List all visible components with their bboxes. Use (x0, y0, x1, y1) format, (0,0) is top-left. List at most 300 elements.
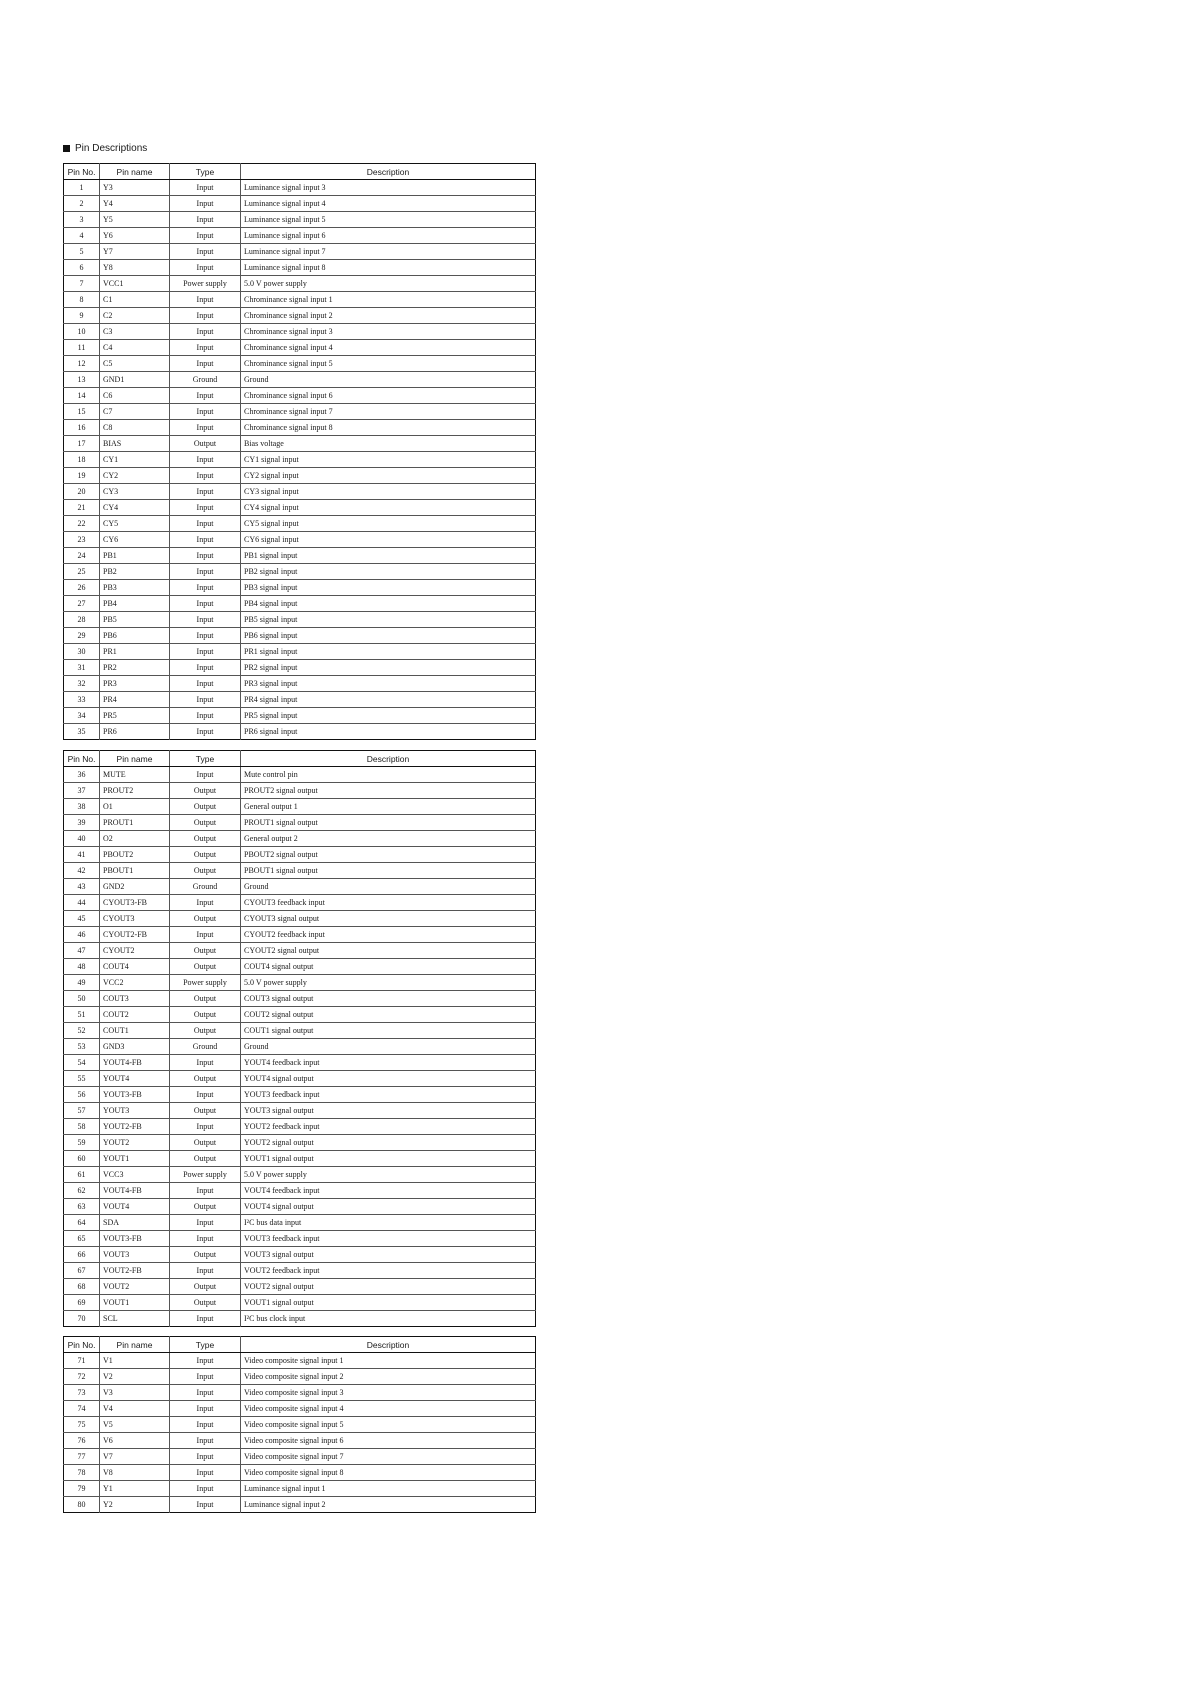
pin-type-cell: Input (170, 1497, 241, 1513)
pin-number-cell: 4 (64, 228, 100, 244)
table-row (64, 847, 536, 863)
pin-name-cell: PB2 (100, 564, 170, 580)
pin-name-cell: PBOUT2 (100, 847, 170, 863)
table-row (64, 767, 536, 783)
pin-number-cell: 53 (64, 1039, 100, 1055)
pin-name-cell: C5 (100, 356, 170, 372)
pin-type-cell: Input (170, 260, 241, 276)
pin-type-cell: Input (170, 500, 241, 516)
pin-name-cell: C1 (100, 292, 170, 308)
pin-description-cell: Ground (241, 372, 536, 388)
pin-table-3 (63, 1336, 536, 1513)
pin-name-cell: VCC1 (100, 276, 170, 292)
pin-name-cell: CY6 (100, 532, 170, 548)
pin-description-cell: Chrominance signal input 3 (241, 324, 536, 340)
col-header-pin-name: Pin name (100, 751, 170, 767)
pin-type-cell: Input (170, 1055, 241, 1071)
pin-description-cell: 5.0 V power supply (241, 975, 536, 991)
pin-number-cell: 66 (64, 1247, 100, 1263)
pin-description-cell: CY3 signal input (241, 484, 536, 500)
table-row (64, 1231, 536, 1247)
pin-number-cell: 54 (64, 1055, 100, 1071)
col-header-pin-no: Pin No. (64, 1337, 100, 1353)
table-row (64, 596, 536, 612)
pin-name-cell: VOUT1 (100, 1295, 170, 1311)
pin-name-cell: C8 (100, 420, 170, 436)
pin-type-cell: Input (170, 1231, 241, 1247)
table-row (64, 324, 536, 340)
table-row (64, 943, 536, 959)
table-header-row (64, 164, 536, 180)
col-header-type: Type (170, 751, 241, 767)
pin-name-cell: COUT1 (100, 1023, 170, 1039)
pin-type-cell: Input (170, 612, 241, 628)
pin-name-cell: YOUT4-FB (100, 1055, 170, 1071)
pin-description-cell: Chrominance signal input 4 (241, 340, 536, 356)
pin-number-cell: 65 (64, 1231, 100, 1247)
pin-name-cell: YOUT2 (100, 1135, 170, 1151)
pin-number-cell: 26 (64, 580, 100, 596)
pin-number-cell: 44 (64, 895, 100, 911)
pin-number-cell: 40 (64, 831, 100, 847)
pin-type-cell: Input (170, 1353, 241, 1369)
pin-name-cell: Y1 (100, 1481, 170, 1497)
pin-number-cell: 43 (64, 879, 100, 895)
pin-name-cell: GND3 (100, 1039, 170, 1055)
pin-name-cell: VOUT2 (100, 1279, 170, 1295)
table-header-row (64, 751, 536, 767)
pin-number-cell: 58 (64, 1119, 100, 1135)
pin-name-cell: VOUT3-FB (100, 1231, 170, 1247)
pin-description-cell: Mute control pin (241, 767, 536, 783)
table-row (64, 612, 536, 628)
pin-description-cell: PB1 signal input (241, 548, 536, 564)
pin-number-cell: 57 (64, 1103, 100, 1119)
pin-number-cell: 35 (64, 724, 100, 740)
pin-description-cell: General output 2 (241, 831, 536, 847)
pin-description-cell: VOUT3 signal output (241, 1247, 536, 1263)
pin-number-cell: 21 (64, 500, 100, 516)
pin-type-cell: Power supply (170, 276, 241, 292)
pin-number-cell: 37 (64, 783, 100, 799)
pin-description-cell: PR6 signal input (241, 724, 536, 740)
pin-name-cell: SCL (100, 1311, 170, 1327)
pin-type-cell: Input (170, 692, 241, 708)
table-row (64, 436, 536, 452)
pin-number-cell: 71 (64, 1353, 100, 1369)
table-row (64, 692, 536, 708)
table-row (64, 799, 536, 815)
pin-description-cell: PB5 signal input (241, 612, 536, 628)
table-row (64, 468, 536, 484)
table-row (64, 676, 536, 692)
pin-name-cell: COUT2 (100, 1007, 170, 1023)
pin-type-cell: Input (170, 628, 241, 644)
pin-name-cell: PR6 (100, 724, 170, 740)
pin-name-cell: PR3 (100, 676, 170, 692)
pin-name-cell: PROUT2 (100, 783, 170, 799)
table-row (64, 1215, 536, 1231)
pin-type-cell: Input (170, 340, 241, 356)
pin-type-cell: Input (170, 324, 241, 340)
pin-description-cell: YOUT1 signal output (241, 1151, 536, 1167)
table-row (64, 340, 536, 356)
pin-type-cell: Input (170, 244, 241, 260)
pin-number-cell: 5 (64, 244, 100, 260)
pin-name-cell: VCC2 (100, 975, 170, 991)
table-row (64, 1417, 536, 1433)
pin-description-cell: PR5 signal input (241, 708, 536, 724)
pin-name-cell: PB4 (100, 596, 170, 612)
pin-description-cell: PR4 signal input (241, 692, 536, 708)
pin-description-cell: Bias voltage (241, 436, 536, 452)
pin-name-cell: CYOUT2 (100, 943, 170, 959)
pin-number-cell: 15 (64, 404, 100, 420)
pin-number-cell: 68 (64, 1279, 100, 1295)
table-row (64, 1353, 536, 1369)
pin-description-cell: Video composite signal input 2 (241, 1369, 536, 1385)
pin-type-cell: Output (170, 1071, 241, 1087)
pin-number-cell: 52 (64, 1023, 100, 1039)
pin-name-cell: Y3 (100, 180, 170, 196)
table-row (64, 831, 536, 847)
pin-type-cell: Input (170, 1369, 241, 1385)
pin-type-cell: Output (170, 1279, 241, 1295)
pin-type-cell: Input (170, 895, 241, 911)
table-row (64, 244, 536, 260)
pin-number-cell: 61 (64, 1167, 100, 1183)
pin-type-cell: Output (170, 815, 241, 831)
col-header-description: Description (241, 164, 536, 180)
pin-name-cell: Y6 (100, 228, 170, 244)
pin-type-cell: Output (170, 1151, 241, 1167)
pin-description-cell: Luminance signal input 3 (241, 180, 536, 196)
table-row (64, 180, 536, 196)
pin-description-cell: PR1 signal input (241, 644, 536, 660)
pin-description-cell: Luminance signal input 4 (241, 196, 536, 212)
table-row (64, 548, 536, 564)
pin-description-cell: CYOUT3 signal output (241, 911, 536, 927)
pin-description-cell: Ground (241, 1039, 536, 1055)
table-row (64, 1103, 536, 1119)
pin-number-cell: 59 (64, 1135, 100, 1151)
pin-number-cell: 69 (64, 1295, 100, 1311)
pin-description-cell: Video composite signal input 5 (241, 1417, 536, 1433)
table-row (64, 212, 536, 228)
pin-name-cell: BIAS (100, 436, 170, 452)
pin-description-cell: Chrominance signal input 2 (241, 308, 536, 324)
table-row (64, 1007, 536, 1023)
pin-type-cell: Output (170, 911, 241, 927)
pin-name-cell: PR4 (100, 692, 170, 708)
pin-type-cell: Input (170, 212, 241, 228)
pin-description-cell: Video composite signal input 6 (241, 1433, 536, 1449)
pin-type-cell: Ground (170, 372, 241, 388)
pin-type-cell: Input (170, 484, 241, 500)
table-row (64, 1385, 536, 1401)
pin-description-cell: Luminance signal input 8 (241, 260, 536, 276)
pin-description-cell: CYOUT2 signal output (241, 943, 536, 959)
table-row (64, 1433, 536, 1449)
pin-number-cell: 20 (64, 484, 100, 500)
pin-type-cell: Input (170, 1183, 241, 1199)
pin-name-cell: YOUT3-FB (100, 1087, 170, 1103)
pin-description-cell: YOUT3 feedback input (241, 1087, 536, 1103)
table-row (64, 1183, 536, 1199)
pin-type-cell: Output (170, 847, 241, 863)
table-row (64, 863, 536, 879)
pin-name-cell: Y5 (100, 212, 170, 228)
pin-type-cell: Input (170, 1433, 241, 1449)
pin-number-cell: 38 (64, 799, 100, 815)
pin-description-cell: VOUT2 feedback input (241, 1263, 536, 1279)
pin-description-cell: COUT3 signal output (241, 991, 536, 1007)
section-title: Pin Descriptions (75, 143, 148, 154)
pin-type-cell: Input (170, 644, 241, 660)
pin-number-cell: 42 (64, 863, 100, 879)
table-row (64, 484, 536, 500)
pin-number-cell: 19 (64, 468, 100, 484)
pin-number-cell: 30 (64, 644, 100, 660)
pin-type-cell: Input (170, 1465, 241, 1481)
pin-type-cell: Output (170, 1135, 241, 1151)
pin-type-cell: Input (170, 676, 241, 692)
pin-number-cell: 1 (64, 180, 100, 196)
table-row (64, 292, 536, 308)
pin-number-cell: 14 (64, 388, 100, 404)
pin-type-cell: Input (170, 596, 241, 612)
pin-description-cell: Chrominance signal input 7 (241, 404, 536, 420)
table-row (64, 1039, 536, 1055)
col-header-pin-name: Pin name (100, 1337, 170, 1353)
pin-number-cell: 45 (64, 911, 100, 927)
pin-description-cell: Luminance signal input 1 (241, 1481, 536, 1497)
pin-type-cell: Input (170, 516, 241, 532)
pin-name-cell: PROUT1 (100, 815, 170, 831)
pin-name-cell: COUT3 (100, 991, 170, 1007)
table-row (64, 516, 536, 532)
pin-type-cell: Output (170, 863, 241, 879)
table-row (64, 1401, 536, 1417)
pin-type-cell: Output (170, 1007, 241, 1023)
pin-name-cell: VOUT4 (100, 1199, 170, 1215)
pin-type-cell: Output (170, 959, 241, 975)
pin-type-cell: Input (170, 1263, 241, 1279)
pin-number-cell: 28 (64, 612, 100, 628)
pin-name-cell: V5 (100, 1417, 170, 1433)
pin-number-cell: 2 (64, 196, 100, 212)
table-row (64, 959, 536, 975)
table-row (64, 1369, 536, 1385)
pin-name-cell: C3 (100, 324, 170, 340)
pin-type-cell: Input (170, 1311, 241, 1327)
pin-description-cell: Video composite signal input 8 (241, 1465, 536, 1481)
pin-name-cell: C6 (100, 388, 170, 404)
pin-number-cell: 22 (64, 516, 100, 532)
pin-number-cell: 73 (64, 1385, 100, 1401)
pin-name-cell: C7 (100, 404, 170, 420)
pin-number-cell: 29 (64, 628, 100, 644)
pin-type-cell: Output (170, 1295, 241, 1311)
pin-name-cell: VOUT4-FB (100, 1183, 170, 1199)
pin-type-cell: Input (170, 180, 241, 196)
pin-description-cell: Ground (241, 879, 536, 895)
table-row (64, 1071, 536, 1087)
pin-description-cell: 5.0 V power supply (241, 276, 536, 292)
pin-name-cell: GND1 (100, 372, 170, 388)
pin-type-cell: Output (170, 991, 241, 1007)
pin-number-cell: 34 (64, 708, 100, 724)
pin-description-cell: COUT4 signal output (241, 959, 536, 975)
pin-description-cell: YOUT2 feedback input (241, 1119, 536, 1135)
pin-number-cell: 27 (64, 596, 100, 612)
pin-description-cell: YOUT3 signal output (241, 1103, 536, 1119)
pin-description-cell: PB2 signal input (241, 564, 536, 580)
pin-name-cell: Y2 (100, 1497, 170, 1513)
pin-name-cell: GND2 (100, 879, 170, 895)
pin-type-cell: Input (170, 356, 241, 372)
pin-number-cell: 36 (64, 767, 100, 783)
pin-name-cell: VOUT2-FB (100, 1263, 170, 1279)
table-row (64, 644, 536, 660)
table-row (64, 895, 536, 911)
pin-description-cell: PBOUT2 signal output (241, 847, 536, 863)
pin-table-1 (63, 163, 536, 740)
pin-name-cell: O2 (100, 831, 170, 847)
pin-description-cell: CYOUT3 feedback input (241, 895, 536, 911)
pin-description-cell: CY5 signal input (241, 516, 536, 532)
pin-description-cell: PB6 signal input (241, 628, 536, 644)
table-row (64, 580, 536, 596)
pin-name-cell: C2 (100, 308, 170, 324)
pin-type-cell: Input (170, 1087, 241, 1103)
pin-description-cell: Video composite signal input 7 (241, 1449, 536, 1465)
table-row (64, 927, 536, 943)
pin-number-cell: 50 (64, 991, 100, 1007)
pin-name-cell: Y7 (100, 244, 170, 260)
pin-description-cell: PR3 signal input (241, 676, 536, 692)
pin-name-cell: PB5 (100, 612, 170, 628)
pin-description-cell: Chrominance signal input 8 (241, 420, 536, 436)
pin-type-cell: Ground (170, 1039, 241, 1055)
table-row (64, 1023, 536, 1039)
square-bullet-icon (63, 145, 70, 152)
table-row (64, 276, 536, 292)
col-header-type: Type (170, 1337, 241, 1353)
pin-type-cell: Output (170, 831, 241, 847)
pin-number-cell: 10 (64, 324, 100, 340)
pin-number-cell: 78 (64, 1465, 100, 1481)
pin-number-cell: 48 (64, 959, 100, 975)
table-row (64, 452, 536, 468)
pin-number-cell: 39 (64, 815, 100, 831)
pin-description-cell: PBOUT1 signal output (241, 863, 536, 879)
pin-number-cell: 76 (64, 1433, 100, 1449)
table-row (64, 500, 536, 516)
col-header-type: Type (170, 164, 241, 180)
pin-type-cell: Input (170, 228, 241, 244)
pin-description-cell: Chrominance signal input 1 (241, 292, 536, 308)
pin-number-cell: 67 (64, 1263, 100, 1279)
pin-type-cell: Input (170, 468, 241, 484)
pin-number-cell: 46 (64, 927, 100, 943)
pin-type-cell: Output (170, 1247, 241, 1263)
pin-type-cell: Input (170, 308, 241, 324)
col-header-description: Description (241, 751, 536, 767)
pin-name-cell: CY1 (100, 452, 170, 468)
pin-type-cell: Output (170, 943, 241, 959)
table-row (64, 356, 536, 372)
pin-number-cell: 12 (64, 356, 100, 372)
pin-type-cell: Input (170, 1417, 241, 1433)
table-row (64, 628, 536, 644)
pin-name-cell: PB6 (100, 628, 170, 644)
pin-description-cell: VOUT2 signal output (241, 1279, 536, 1295)
pin-number-cell: 3 (64, 212, 100, 228)
pin-name-cell: O1 (100, 799, 170, 815)
pin-number-cell: 31 (64, 660, 100, 676)
pin-name-cell: PR2 (100, 660, 170, 676)
pin-type-cell: Input (170, 1215, 241, 1231)
pin-type-cell: Input (170, 724, 241, 740)
pin-name-cell: PR1 (100, 644, 170, 660)
pin-description-cell: PROUT1 signal output (241, 815, 536, 831)
pin-name-cell: CY3 (100, 484, 170, 500)
pin-description-cell: VOUT4 feedback input (241, 1183, 536, 1199)
pin-number-cell: 62 (64, 1183, 100, 1199)
pin-description-cell: VOUT3 feedback input (241, 1231, 536, 1247)
pin-name-cell: V2 (100, 1369, 170, 1385)
pin-description-cell: 5.0 V power supply (241, 1167, 536, 1183)
pin-name-cell: PR5 (100, 708, 170, 724)
pin-number-cell: 13 (64, 372, 100, 388)
pin-name-cell: CYOUT3 (100, 911, 170, 927)
pin-description-cell: Video composite signal input 1 (241, 1353, 536, 1369)
pin-number-cell: 49 (64, 975, 100, 991)
pin-type-cell: Output (170, 1199, 241, 1215)
pin-description-cell: I²C bus clock input (241, 1311, 536, 1327)
pin-type-cell: Power supply (170, 1167, 241, 1183)
pin-type-cell: Output (170, 783, 241, 799)
table-row (64, 228, 536, 244)
pin-description-cell: PR2 signal input (241, 660, 536, 676)
pin-name-cell: CYOUT2-FB (100, 927, 170, 943)
pin-number-cell: 56 (64, 1087, 100, 1103)
pin-type-cell: Input (170, 580, 241, 596)
pin-name-cell: C4 (100, 340, 170, 356)
pin-name-cell: V7 (100, 1449, 170, 1465)
table-row (64, 1295, 536, 1311)
table-row (64, 1497, 536, 1513)
pin-name-cell: YOUT1 (100, 1151, 170, 1167)
pin-type-cell: Output (170, 436, 241, 452)
table-row (64, 372, 536, 388)
pin-type-cell: Input (170, 452, 241, 468)
pin-description-cell: Luminance signal input 2 (241, 1497, 536, 1513)
pin-description-cell: PROUT2 signal output (241, 783, 536, 799)
pin-name-cell: V1 (100, 1353, 170, 1369)
pin-number-cell: 25 (64, 564, 100, 580)
pin-name-cell: VOUT3 (100, 1247, 170, 1263)
pin-number-cell: 72 (64, 1369, 100, 1385)
table-row (64, 911, 536, 927)
pin-type-cell: Input (170, 1481, 241, 1497)
pin-number-cell: 51 (64, 1007, 100, 1023)
table-row (64, 1055, 536, 1071)
pin-name-cell: CY4 (100, 500, 170, 516)
table-row (64, 724, 536, 740)
pin-type-cell: Output (170, 799, 241, 815)
